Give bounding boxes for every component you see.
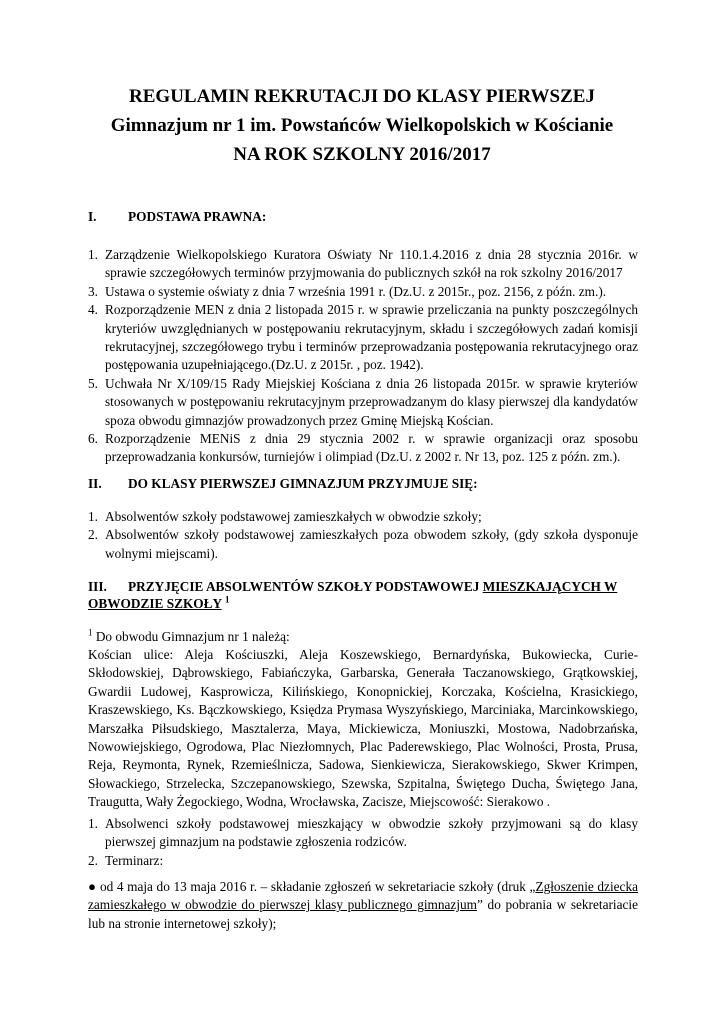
section-title: PODSTAWA PRAWNA:	[128, 209, 267, 224]
list-item	[88, 526, 638, 563]
item-text: Rozporządzenie MENiS z dnia 29 stycznia 2002 r. w sprawie organizacji oraz sposobu przeprowadzania konkursów, turniejów i olimpiad (Dz.U. z 2002 r. Nr 13, poz. 125 z późn. zm.).	[105, 431, 638, 465]
school-year: NA ROK SZKOLNY 2016/2017	[233, 144, 491, 165]
section-title-underlined: MIESZKAJĄCYCH W	[482, 579, 618, 594]
list-item	[88, 508, 638, 526]
footnote-intro	[88, 628, 638, 646]
list-item	[88, 430, 638, 467]
item-text: Absolwentów szkoły podstawowej zamieszkałych poza obwodem szkoły, (gdy szkoła dysponuje wolnymi miejscami).	[105, 527, 638, 561]
section-number: II.	[88, 476, 102, 491]
section-title: PRZYJĘCIE ABSOLWENTÓW SZKOŁY PODSTAWOWEJ	[128, 579, 480, 594]
item-text: Rozporządzenie MEN z dnia 2 listopada 2015 r. w sprawie przeliczania na punkty poszczególnych kryteriów uwzględnianych w postępowaniu rekrutacyjnym, składu i szczegółowych zadań komisji rekrutacyjnej, szczegółowego trybu i terminów przeprowadzania postępowania rekrutacyjnego oraz postępowania uzupełniającego.(Dz.U. z 2015r. , poz. 1942).	[105, 302, 638, 373]
item-text: Terminarz:	[105, 852, 164, 868]
bullet-paragraph	[88, 878, 638, 933]
list-item	[88, 375, 638, 430]
footnote-text: Do obwodu Gimnazjum nr 1 należą:	[95, 629, 290, 644]
list-item	[88, 246, 638, 283]
school-name: Gimnazjum nr 1 im. Powstańców Wielkopolskich w Kościanie	[110, 115, 614, 136]
list-item	[88, 283, 638, 301]
section-title: DO KLASY PIERWSZEJ GIMNAZJUM PRZYJMUJE SIĘ:	[128, 476, 478, 491]
bullet-icon: ●	[88, 879, 97, 894]
item-text: Absolwenci szkoły podstawowej mieszkający w obwodzie szkoły przyjmowani są do klasy pierwszej gimnazjum na podstawie zgłoszenia rodziców.	[105, 816, 638, 850]
list-item	[88, 815, 638, 852]
item-number: 2.	[88, 527, 98, 543]
list-item	[88, 852, 638, 870]
item-number: 5.	[88, 375, 98, 391]
section-1-list	[88, 246, 638, 467]
item-number: 2.	[88, 852, 98, 868]
footnote-marker: 1	[224, 594, 230, 605]
section-2-list	[88, 508, 638, 563]
section-3-heading	[88, 578, 638, 612]
item-text: Ustawa o systemie oświaty z dnia 7 września 1991 r. (Dz.U. z 2015r., poz. 2156, z późn. zm.).	[105, 283, 607, 299]
section-number: III.	[88, 579, 107, 594]
list-item	[88, 301, 638, 375]
item-number: 1.	[88, 816, 98, 831]
item-text: Absolwentów szkoły podstawowej zamieszkałych w obwodzie szkoły;	[105, 509, 482, 524]
item-number: 3.	[88, 283, 98, 299]
section-number: I.	[88, 209, 97, 224]
item-text: Uchwała Nr X/109/15 Rady Miejskiej Kościana z dnia 26 listopada 2015r. w sprawie kryteriów stosowanych w postępowaniu rekrutacyjnym przeprowadzanym do klasy pierwszej dla kandydatów spoza obwodu gimnazjów prowadzonych przez Gminę Miejską Kościan.	[105, 375, 638, 428]
section-3-list	[88, 815, 638, 870]
item-number: 6.	[88, 431, 98, 447]
footnote-marker: 1	[88, 627, 93, 638]
document-title: REGULAMIN REKRUTACJI DO KLASY PIERWSZEJ	[129, 86, 595, 107]
bullet-text-end: ” do pobrania w sekretariacie lub na stronie internetowej szkoły);	[88, 897, 639, 931]
form-name-link[interactable]: Zgłoszenie dziecka zamieszkałego w obwodzie do pierwszej klasy publicznego gimnazjum	[88, 879, 638, 913]
item-number: 1.	[88, 247, 98, 262]
item-number: 1.	[88, 509, 98, 524]
item-number: 4.	[88, 302, 98, 318]
item-text: Zarządzenie Wielkopolskiego Kuratora Oświaty Nr 110.1.4.2016 z dnia 28 stycznia 2016r. w sprawie szczegółowych terminów przyjmowania do publicznych szkół na rok szkolny 2016/2017	[105, 247, 638, 281]
section-title-underlined: OBWODZIE SZKOŁY	[88, 596, 222, 611]
bullet-text: od 4 maja do 13 maja 2016 r. – składanie zgłoszeń w sekretariacie szkoły (druk „	[99, 879, 536, 894]
streets-list: Kościan ulice: Aleja Kościuszki, Aleja Koszewskiego, Bernardyńska, Bukowiecka, Curie-Skłodowskiej, Dąbrowskiego, Fabiańczyka, Garbarska, Generała Taczanowskiego, Grątkowskiej, Gwardii Ludowej, Kasprowicza, Kilińskiego, Konopnickiej, Korczaka, Kościelna, Krasickiego, Kraszewskiego, Ks. Bączkowskiego, Księdza Prymasa Wyszyńskiego, Marciniaka, Marcinkowskiego, Marszałka Piłsudskiego, Masztalerza, Maya, Mickiewicza, Moniuszki, Mostowa, Nadobrzańska, Nowowiejskiego, Ogrodowa, Plac Niezłomnych, Plac Paderewskiego, Plac Wolności, Prosta, Prusa, Reja, Reymonta, Rynek, Rzemieślnicza, Sadowa, Sienkiewicza, Sierakowskiego, Skwer Krimpen, Słowackiego, Strzelecka, Szczepanowskiego, Szewska, Szpitalna, Świętego Ducha, Świętego Jana, Traugutta, Wały Żegockiego, Wodna, Wrocławska, Zacisze, Miejscowość: Sierakowo .	[88, 647, 638, 810]
